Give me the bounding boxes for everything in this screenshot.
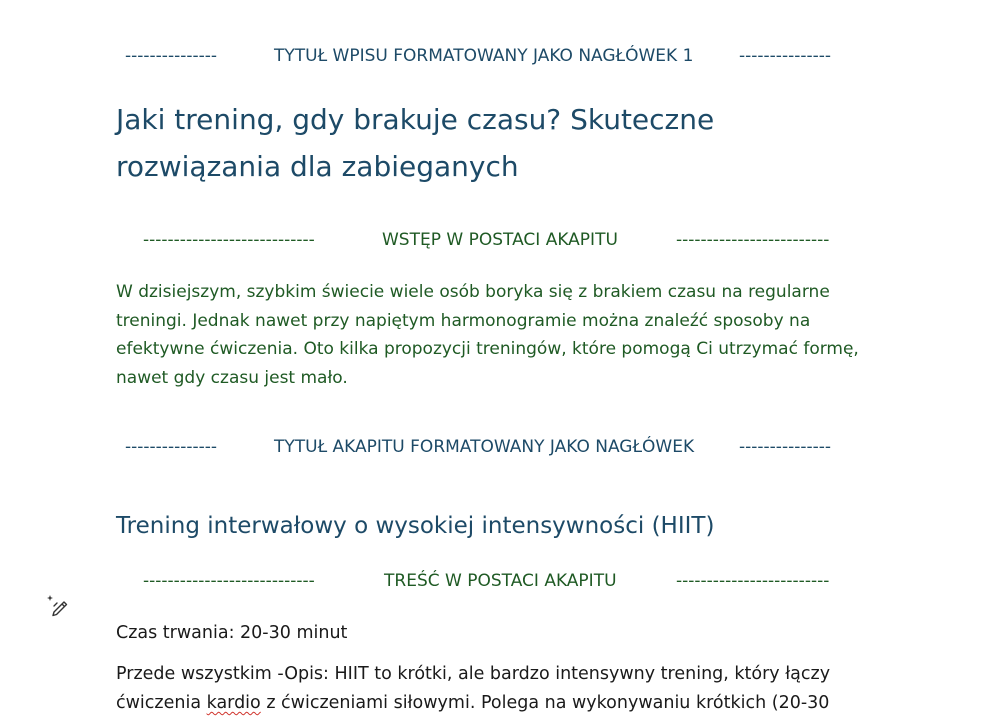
separator-title (0, 42, 988, 70)
separator-content (0, 567, 988, 595)
separator-dashes-right: --------------- (739, 46, 832, 66)
separator-intro (0, 226, 988, 254)
spellcheck-word[interactable]: kardio (206, 693, 261, 713)
sparkle-pen-icon[interactable] (45, 593, 69, 617)
intro-paragraph[interactable]: W dzisiejszym, szybkim świecie wiele osób boryka się z brakiem czasu na regularne treningi. Jednak nawet przy napiętym harmonogramie można znaleźć sposoby na efektywne ćwiczenia. Oto kilka propozycji treningów, które pomogą Ci utrzymać formę, nawet gdy czasu jest mało. (116, 282, 859, 388)
description-paragraph[interactable] (116, 660, 876, 718)
separator-dashes-right: ------------------------- (676, 571, 830, 591)
separator-dashes-left: ---------------------------- (143, 230, 315, 250)
separator-label: WSTĘP W POSTACI AKAPITU (382, 230, 618, 250)
separator-dashes-left: --------------- (125, 437, 218, 457)
separator-label: TREŚĆ W POSTACI AKAPITU (384, 571, 617, 591)
section-heading[interactable]: Trening interwałowy o wysokiej intensywności (HIIT) (116, 513, 715, 539)
duration-paragraph[interactable]: Czas trwania: 20-30 minut (116, 623, 348, 643)
post-title-heading[interactable]: Jaki trening, gdy brakuje czasu? Skuteczne rozwiązania dla zabieganych (116, 103, 715, 183)
separator-label: TYTUŁ WPISU FORMATOWANY JAKO NAGŁÓWEK 1 (274, 46, 694, 66)
description-text-1: Przede wszystkim -Opis: HIIT to krótki, ale bardzo intensywny trening, który łączy ćwiczenia (116, 664, 831, 713)
separator-dashes-left: --------------- (125, 46, 218, 66)
separator-dashes-right: ------------------------- (676, 230, 830, 250)
separator-label: TYTUŁ AKAPITU FORMATOWANY JAKO NAGŁÓWEK (274, 437, 695, 457)
separator-dashes-right: --------------- (739, 437, 832, 457)
separator-dashes-left: ---------------------------- (143, 571, 315, 591)
separator-section-title (0, 433, 988, 461)
description-text-2: z ćwiczeniami siłowymi. Polega na wykonywaniu krótkich (20-30 (260, 693, 830, 713)
